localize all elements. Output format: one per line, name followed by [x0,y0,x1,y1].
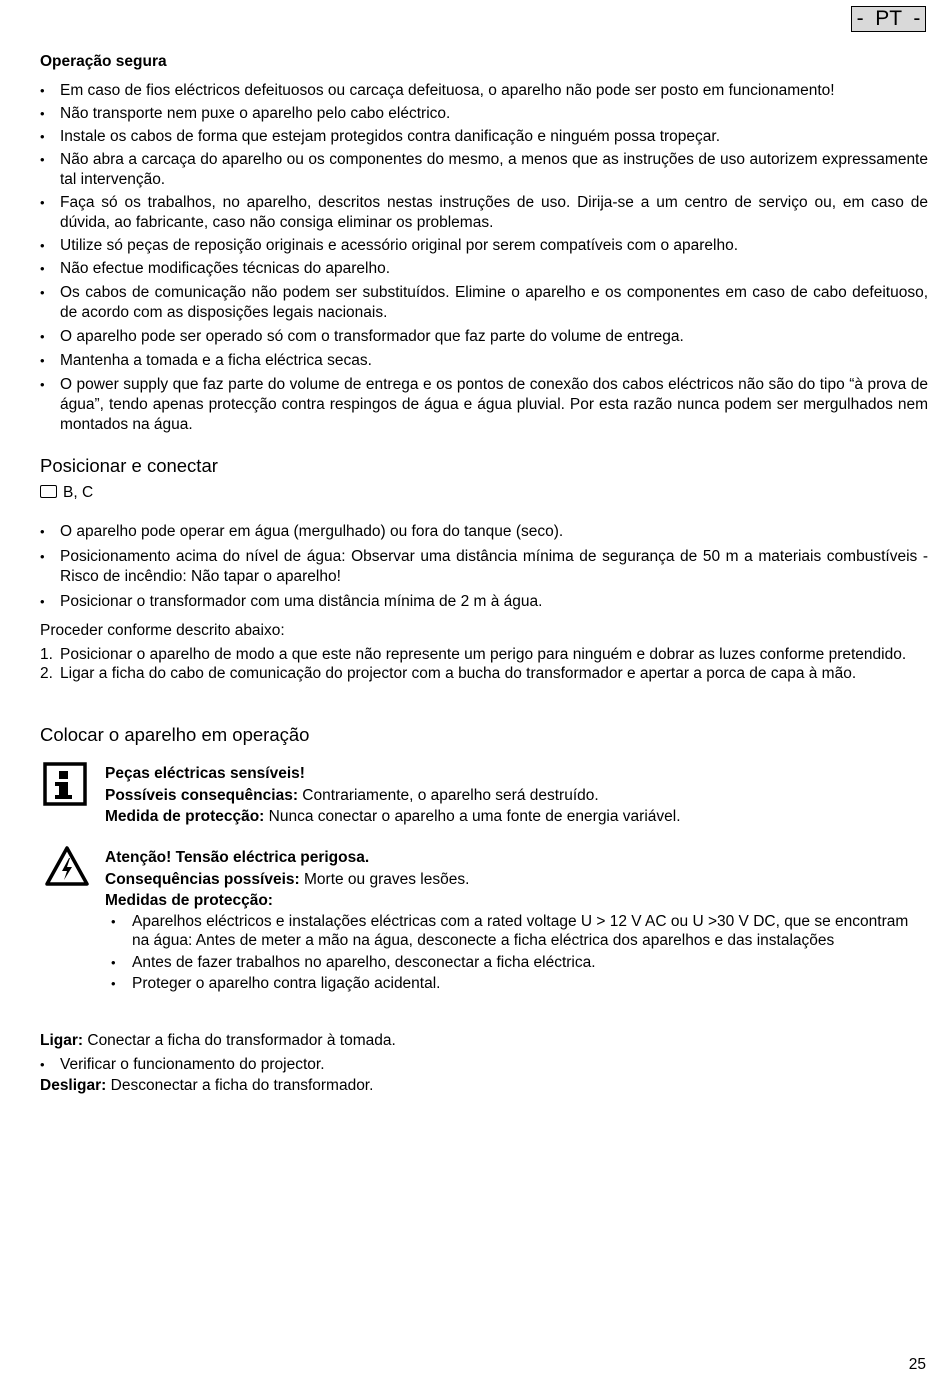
check-list [40,1055,928,1075]
figure-icon [40,485,57,498]
measures-list [105,912,928,994]
list-item: • Não efectue modificações técnicas do aparelho. [40,259,928,279]
list-item: • Não abra a carcaça do aparelho ou os componentes do mesmo, a menos que as instruções de uso autorizem expressamente tal intervenção. [40,150,928,190]
list-item: • Os cabos de comunicação não podem ser substituídos. Elimine o aparelho e os componentes em caso de cabo defeituoso, de acordo com as disposições legais nacionais. [40,283,928,323]
language-tag: - PT - [851,6,926,32]
figure-reference: B, C [40,483,93,503]
list-item: • Faça só os trabalhos, no aparelho, descritos nestas instruções de uso. Dirija-se a um centro de serviço ou, em caso de dúvida, ao fabricante, caso não consiga eliminar os problemas. [40,193,928,233]
switch-off-line: Desligar: Desconectar a ficha do transformador. [40,1077,374,1094]
list-item: • O aparelho pode ser operado só com o transformador que faz parte do volume de entrega. [40,327,928,347]
list-item: • Proteger o aparelho contra ligação acidental. [105,974,928,994]
list-item: • O power supply que faz parte do volume de entrega e os pontos de conexão dos cabos eléctricos não são do tipo “à prova de água”, tendo apenas protecção contra respingos de água e água pluvial. Por esta razão nunca podem ser mergulhados nem montados na água. [40,375,928,435]
list-item: • Aparelhos eléctricos e instalações eléctricas com a rated voltage U > 12 V AC ou U >30 V DC, que se encontram na água: Antes de meter a mão na água, desconecte a ficha eléctrica dos aparelhos e das instalações [105,912,928,951]
switch-on-line: Ligar: Conectar a ficha do transformador à tomada. [40,1032,396,1049]
step-item: 2. Ligar a ficha do cabo de comunicação do projector com a bucha do transformador e apertar a porca de capa à mão. [40,665,857,682]
section-title-position-connect: Posicionar e conectar [40,455,218,476]
list-item: • Posicionar o transformador com uma distância mínima de 2 m à água. [40,592,928,612]
list-item: • Em caso de fios eléctricos defeituosos ou carcaça defeituosa, o aparelho não pode ser posto em funcionamento! [40,81,928,101]
warning-note: Atenção! Tensão eléctrica perigosa. Consequências possíveis: Morte ou graves lesões. Medidas de protecção: • Aparelhos eléctricos e instalações eléctricas com a rated voltage U > 12 V AC ou U >30 V DC, que se encontram na água: Antes de meter a mão na água, desconecte a ficha eléctrica dos aparelhos e das instalações • Antes de fazer trabalhos no aparelho, desconectar a ficha eléctrica. • Proteger o aparelho contra ligação acidental. [105,847,928,994]
list-item: • Utilize só peças de reposição originais e acessório original por serem compatíveis com o aparelho. [40,236,928,256]
info-icon [43,762,87,806]
list-item: • Não transporte nem puxe o aparelho pelo cabo eléctrico. [40,104,928,124]
step-item: 1. Posicionar o aparelho de modo a que este não represente um perigo para ninguém e dobrar as luzes conforme pretendido. [40,646,907,663]
section-title-operation: Colocar o aparelho em operação [40,724,310,745]
info-note: Peças eléctricas sensíveis! Possíveis consequências: Contrariamente, o aparelho será destruído. Medida de protecção: Nunca conectar o aparelho a uma fonte de energia variável. [105,765,681,825]
list-item: • Instale os cabos de forma que estejam protegidos contra danificação e ninguém possa tropeçar. [40,127,928,147]
list-item: • O aparelho pode operar em água (mergulhado) ou fora do tanque (seco). [40,522,928,542]
position-list [40,522,928,612]
procedure-intro: Proceder conforme descrito abaixo: [40,622,285,639]
note-heading: Peças eléctricas sensíveis! [105,765,305,782]
list-item: • Antes de fazer trabalhos no aparelho, desconectar a ficha eléctrica. [105,953,928,973]
safe-operation-list [40,81,928,435]
page-number: 25 [908,1356,926,1373]
list-item: • Mantenha a tomada e a ficha eléctrica secas. [40,351,928,371]
note-heading: Atenção! Tensão eléctrica perigosa. [105,849,370,866]
list-item: • Verificar o funcionamento do projector. [40,1055,928,1075]
section-title-safe-operation: Operação segura [40,53,167,70]
high-voltage-warning-icon [44,845,90,887]
procedure-steps [40,645,928,683]
list-item: • Posicionamento acima do nível de água: Observar uma distância mínima de segurança de 50 m a materiais combustíveis - Risco de incêndio: Não tapar o aparelho! [40,547,928,587]
